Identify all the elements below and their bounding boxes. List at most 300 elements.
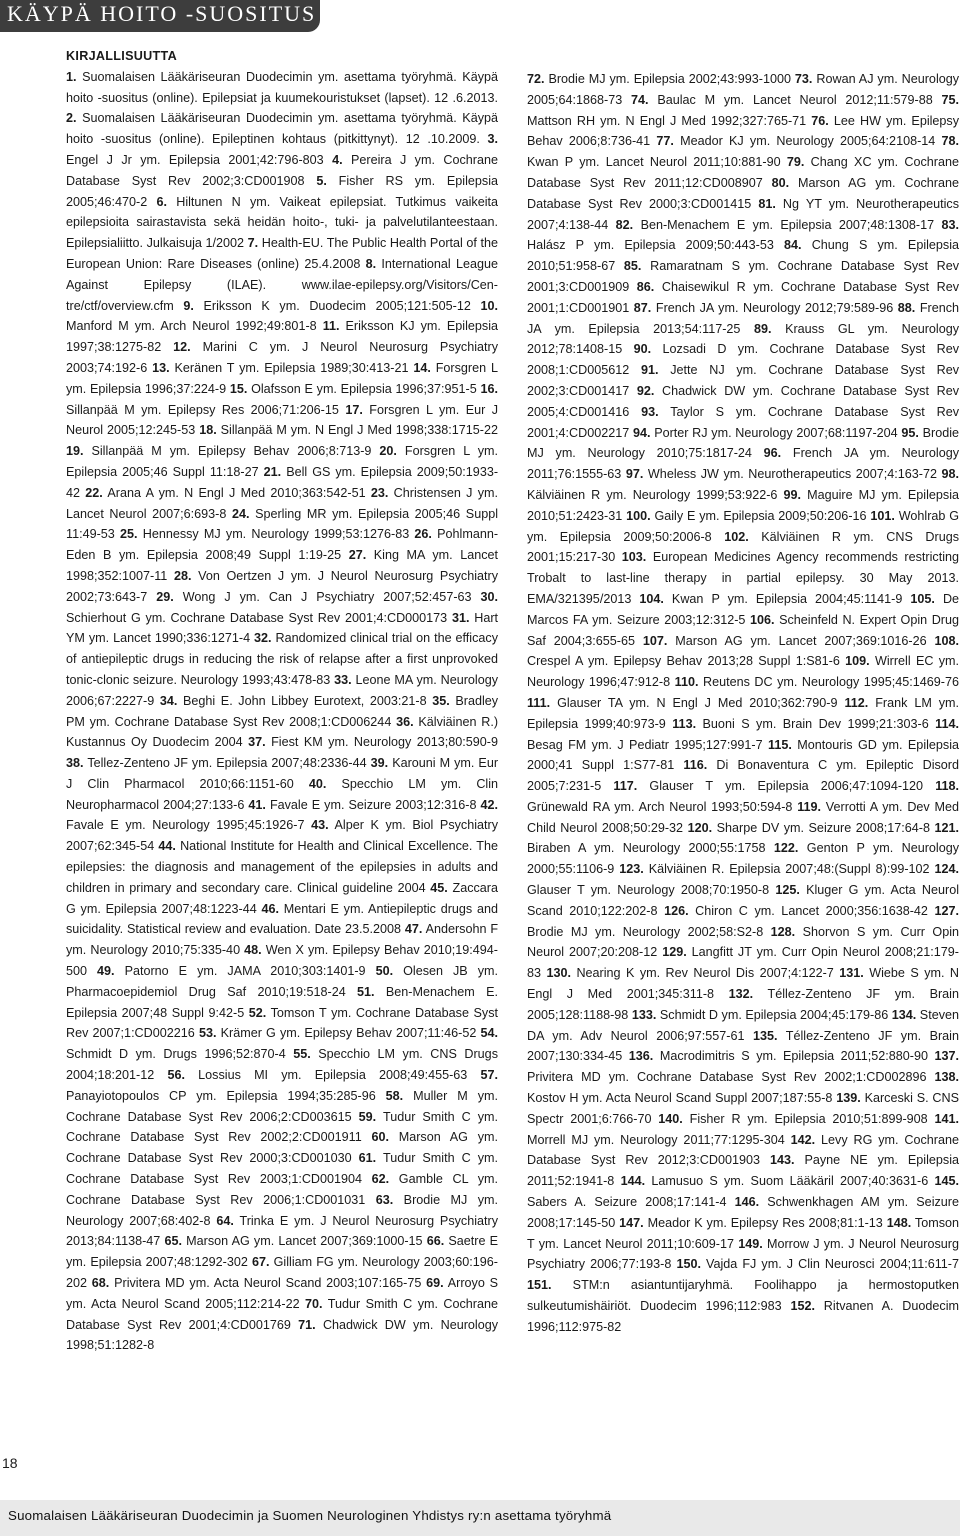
reference-number: 3.	[487, 132, 498, 147]
reference-text: Taylor S ym. Cochrane Database Syst Rev 2001;4:CD002217	[527, 404, 959, 440]
reference-text: Genton P ym. Neurology 2000;55:1106-9	[527, 841, 959, 877]
reference-text: Chadwick DW ym. Cochrane Database Syst Rev 2005;4:CD001416	[527, 383, 959, 419]
reference-number: 86.	[636, 279, 655, 294]
reference-text: Porter RJ ym. Neurology 2007;68:1197-204	[654, 425, 898, 440]
reference-text: Randomized clinical trial on the efficacy of antiepileptic drugs in reducing the risk of relapse after a first unprovoked tonic-clonic seizure. Neurology 1993;43:478-83	[66, 631, 498, 687]
reference-text: Téllez-Zenteno JF ym. Brain 2005;128:1188-98	[527, 987, 959, 1022]
reference-item	[633, 426, 898, 440]
reference-number: 94.	[632, 425, 651, 440]
reference-text: Olafsson E ym. Epilepsia 1996;37:951-5	[251, 381, 477, 396]
reference-text: Rowan AJ ym. Neurology 2005;64:1868-73	[527, 72, 959, 107]
reference-item	[643, 634, 927, 648]
reference-number: 104.	[639, 591, 664, 606]
reference-text: Gaily E ym. Epilepsia 2009;50:206-16	[654, 508, 867, 523]
reference-text: Steven DA ym. Adv Neurol 2006;97:557-61	[527, 1007, 959, 1043]
reference-text: Glauser T ym. Epilepsia 2006;47:1094-120	[649, 779, 924, 794]
reference-number: 60.	[371, 1130, 389, 1145]
left-reference-list	[66, 67, 498, 1356]
reference-text: Marson AG ym. Cochrane Database Syst Rev 2000;3:CD001415	[527, 175, 959, 211]
reference-text: Di Bonaventura C ym. Epileptic Disord 2005;7:231-5	[527, 758, 959, 794]
reference-item	[248, 798, 476, 812]
reference-number: 19.	[66, 444, 84, 459]
reference-text: Schwenkhagen AM ym. Seizure 2008;17:145-50	[527, 1195, 959, 1230]
reference-number: 31.	[451, 610, 470, 625]
reference-text: Specchio LM ym. Clin Neuropharmacol 2004;27:133-6	[66, 776, 498, 812]
reference-number: 139.	[836, 1091, 861, 1106]
reference-text: Crespel A ym. Epilepsy Behav 2013;28 Suppl 1:S81-6	[527, 654, 840, 669]
reference-number: 35.	[432, 693, 450, 708]
reference-number: 73.	[794, 72, 813, 86]
reference-text: Baulac M ym. Lancet Neurol 2012;11:579-88	[657, 92, 933, 107]
reference-number: 30.	[480, 589, 498, 604]
reference-text: Wohlrab G ym. Epilepsia 2009;50:2006-8	[527, 508, 959, 544]
reference-number: 122.	[773, 841, 799, 856]
reference-number: 8.	[365, 256, 377, 271]
reference-item	[672, 717, 928, 731]
reference-item	[676, 1257, 959, 1271]
reference-number: 108.	[934, 633, 959, 648]
reference-number: 102.	[724, 529, 749, 544]
reference-text: Favale E ym. Neurology 1995;45:1926-7	[66, 818, 305, 833]
reference-text: Forsgren L ym. Epilepsia 2005;46 Suppl 11:18-27	[66, 444, 498, 479]
reference-text: Health-EU. The Public Health Portal of the European Union: Rare Diseases (online) 25.4.2008	[66, 236, 498, 271]
reference-item	[631, 93, 933, 107]
reference-item	[230, 382, 477, 396]
reference-text: Verrotti A ym. Dev Med Child Neurol 2008;50:29-32	[527, 799, 959, 835]
reference-text: Schmidt D ym. Epilepsia 2004;45:179-86	[659, 1007, 889, 1022]
reference-text: Langfitt JT ym. Curr Opin Neurol 2008;21:179-83	[527, 945, 959, 981]
reference-text: Forsgren L ym. Eur J Neurol 2005;12:245-53	[66, 402, 498, 438]
reference-number: 97.	[625, 467, 644, 482]
reference-number: 127.	[934, 903, 959, 918]
reference-item	[656, 134, 935, 148]
reference-number: 54.	[480, 1026, 498, 1041]
reference-text: Tudur Smith C ym. Cochrane Database Syst Rev 2001;4:CD001769	[66, 1296, 498, 1332]
reference-number: 43.	[311, 818, 329, 833]
reference-text: Chaisewikul R ym. Cochrane Database Syst Rev 2001;1:CD001901	[527, 279, 959, 315]
reference-text: Buoni S ym. Brain Dev 1999;21:303-6	[702, 716, 929, 731]
reference-text: Arana A ym. N Engl J Med 2010;363:542-51	[107, 485, 366, 500]
reference-text: International League Against Epilepsy (ILAE). www.ilae-epilepsy.org/Visitors/Centre/ctf/overview.cfm	[66, 256, 498, 313]
reference-text: Lossius MI ym. Epilepsia 2008;49:455-63	[198, 1068, 468, 1083]
reference-number: 84.	[784, 238, 802, 253]
reference-number: 55.	[293, 1047, 311, 1062]
reference-number: 148.	[886, 1215, 912, 1230]
reference-text: Lamusuo S ym. Suom Lääkäril 2007;40:3631-6	[651, 1174, 929, 1189]
reference-text: Meador K ym. Epilepsy Res 2008;81:1-13	[647, 1215, 883, 1230]
reference-number: 103.	[621, 550, 647, 565]
reference-text: Frank LM ym. Epilepsia 1999;40:973-9	[527, 695, 959, 731]
reference-number: 12.	[173, 340, 191, 355]
reference-number: 59.	[358, 1109, 377, 1124]
reference-text: Sillanpää M ym. Epilepsy Res 2006;71:206-15	[66, 402, 339, 417]
reference-number: 24.	[231, 506, 250, 521]
reference-text: Christensen J ym. Lancet Neurol 2007;6:693-8	[66, 485, 498, 521]
right-reference-list	[527, 69, 959, 1338]
reference-number: 4.	[332, 152, 343, 167]
reference-number: 145.	[934, 1174, 959, 1189]
reference-text: Pohlmann-Eden B ym. Epilepsia 2008;49 Suppl 1:19-25	[66, 527, 498, 563]
reference-number: 146.	[734, 1195, 760, 1210]
reference-number: 121.	[934, 820, 959, 835]
reference-number: 141.	[934, 1111, 959, 1126]
reference-text: King MA ym. Lancet 1998;352:1007-11	[66, 548, 498, 583]
reference-number: 109.	[845, 654, 870, 669]
reference-number: 129.	[662, 945, 687, 960]
reference-text: Gamble CL ym. Cochrane Database Syst Rev 2006;1:CD001031	[66, 1172, 498, 1207]
reference-text: Kälviäinen R ym. Neurology 1999;53:922-6	[527, 487, 778, 502]
right-column	[527, 69, 959, 1486]
reference-text: Lee HW ym. Epilepsy Behav 2006;8:736-41	[527, 113, 959, 149]
reference-number: 1.	[66, 69, 77, 84]
reference-text: Beghi E. John Libbey Eurotext, 2003:21-8	[182, 693, 427, 708]
reference-number: 149.	[738, 1236, 763, 1251]
reference-number: 23.	[370, 485, 389, 500]
reference-number: 45.	[430, 880, 448, 895]
reference-number: 150.	[676, 1257, 701, 1272]
reference-text: Andersohn F ym. Neurology 2010;75:335-40	[66, 922, 498, 958]
reference-text: Leone MA ym. Neurology 2006;67:2227-9	[66, 672, 498, 708]
reference-number: 57.	[480, 1068, 498, 1083]
reference-number: 79.	[786, 155, 805, 170]
reference-number: 134.	[891, 1007, 917, 1022]
reference-number: 33.	[334, 672, 352, 687]
reference-number: 68.	[91, 1276, 110, 1291]
reference-item	[164, 1234, 422, 1248]
reference-text: Von Oertzen J ym. J Neurol Neurosurg Psychiatry 2002;73:643-7	[66, 568, 498, 604]
reference-number: 2.	[66, 111, 77, 126]
reference-number: 105.	[910, 591, 935, 606]
reference-item	[634, 301, 893, 315]
reference-text: Halász P ym. Epilepsia 2009;50:443-53	[527, 238, 774, 253]
reference-text: Hennessy MJ ym. Neurology 1999;53:1276-83	[142, 527, 410, 542]
reference-number: 77.	[656, 134, 674, 149]
reference-text: Sillanpää M ym. N Engl J Med 1998;338:1715-22	[220, 423, 498, 438]
reference-number: 130.	[546, 966, 571, 981]
reference-text: Brodie MJ ym. Neurology 2002;58:S2-8	[527, 924, 764, 939]
reference-text: Fisher RS ym. Epilepsia 2005;46:470-2	[66, 173, 498, 209]
reference-text: Tomson T ym. Cochrane Database Syst Rev 2007;1:CD002216	[66, 1005, 498, 1041]
reference-text: Privitera MD ym. Acta Neurol Scand 2003;107:165-75	[114, 1276, 422, 1291]
reference-number: 74.	[631, 92, 649, 107]
reference-text: Nearing K ym. Rev Neurol Dis 2007;4:122-7	[576, 966, 834, 981]
reference-number: 11.	[322, 319, 340, 334]
reference-number: 37.	[248, 735, 266, 750]
reference-number: 112.	[844, 695, 869, 710]
reference-number: 27.	[348, 548, 367, 563]
reference-text: Wheless JW ym. Neurotherapeutics 2007;4:163-72	[647, 467, 937, 482]
reference-number: 75.	[941, 92, 959, 107]
reference-text: Shorvon S ym. Curr Opin Neurol 2007;20:208-12	[527, 924, 959, 960]
reference-text: STM:n asiantuntijaryhmä. Foolihappo ja hermostoputken sulkeutumishäiriöt. Duodecim 1996;112:983	[527, 1278, 959, 1314]
reference-item	[616, 218, 934, 232]
reference-item	[675, 675, 959, 689]
reference-number: 36.	[396, 714, 414, 729]
reference-text: Privitera MD ym. Cochrane Database Syst Rev 2002;1:CD002896	[527, 1070, 927, 1085]
page-footer	[0, 1500, 960, 1536]
reference-item	[66, 111, 498, 146]
reference-text: Fisher R ym. Epilepsia 2010;51:899-908	[689, 1111, 928, 1126]
reference-item	[167, 1068, 467, 1082]
reference-number: 72.	[527, 72, 545, 86]
reference-text: Alper K ym. Biol Psychiatry 2007;62:345-54	[66, 818, 498, 854]
reference-number: 66.	[426, 1234, 445, 1249]
reference-number: 117.	[613, 779, 638, 794]
reference-item	[626, 509, 866, 523]
reference-number: 123.	[619, 862, 644, 877]
reference-text: Fiest KM ym. Neurology 2013;80:590-9	[271, 735, 498, 750]
reference-text: Suomalaisen Lääkäriseuran Duodecimin ym. asettama työryhmä. Käypä hoito -suositus (online). Epilepsiat ja kuumekouristukset (lapset). 12 .6.2013.	[66, 69, 498, 105]
reference-text: Mentari E ym. Antiepileptic drugs and suicidality. Statistical review and evaluation. Date 23.5.2008	[66, 901, 498, 937]
reference-number: 15.	[229, 381, 248, 396]
reference-number: 96.	[763, 446, 782, 461]
reference-number: 20.	[379, 444, 397, 459]
reference-text: Krauss GL ym. Neurology 2012;78:1408-15	[527, 321, 959, 357]
reference-text: National Institute for Health and Clinical Excellence. The epilepsies: the diagnosis and management of the epilepsies in adults and children in primary and secondary care. Clinical guideline 2004	[66, 839, 498, 895]
reference-text: Marson AG ym. Lancet 2007;369:1000-15	[186, 1234, 423, 1249]
reference-item	[664, 904, 928, 918]
reference-number: 50.	[375, 964, 394, 979]
reference-number: 114.	[935, 716, 959, 731]
reference-text: Schmidt D ym. Drugs 1996;52:870-4	[66, 1047, 286, 1062]
reference-text: Macrodimitris S ym. Epilepsia 2011;52:880-90	[659, 1049, 928, 1064]
reference-text: Ramaratnam S ym. Cochrane Database Syst Rev 2001;3:CD001909	[527, 259, 959, 294]
reference-number: 39.	[370, 756, 389, 771]
reference-text: Engel J Jr ym. Epilepsia 2001;42:796-803	[66, 152, 324, 167]
reference-item	[626, 467, 937, 481]
reference-text: Chung S ym. Epilepsia 2010;51:958-67	[527, 238, 959, 274]
reference-text: Tomson T ym. Lancet Neurol 2011;10:609-17	[527, 1215, 959, 1251]
reference-number: 10.	[480, 298, 498, 313]
reference-text: Keränen T ym. Epilepsia 1989;30:413-21	[174, 360, 409, 375]
reference-text: Kluger G ym. Acta Neurol Scand 2010;122:202-8	[527, 883, 959, 918]
reference-number: 67.	[252, 1255, 270, 1270]
reference-text: Brodie MJ ym. Neurology 2010;75:1817-24	[527, 425, 959, 461]
reference-text: Mattson RH ym. N Engl J Med 1992;327:765-71	[527, 113, 807, 128]
reference-text: Wiebe S ym. N Engl J Med 2001;345:311-8	[527, 966, 959, 1002]
reference-number: 5.	[316, 173, 327, 188]
reference-number: 22.	[85, 485, 103, 500]
reference-number: 119.	[797, 799, 822, 814]
reference-number: 87.	[633, 300, 652, 315]
reference-text: Marini C ym. J Neurol Neurosurg Psychiatry 2003;74:192-6	[66, 340, 498, 375]
reference-text: Wen X ym. Epilepsy Behav 2010;19:494-500	[66, 943, 498, 979]
reference-text: Vajda FJ ym. J Clin Neurosci 2004;11:611-7	[706, 1257, 959, 1272]
reference-text: European Medicines Agency recommends restricting Trobalt to last-line therapy in partial epilepsy. 30 May 2013. EMA/321395/2013	[527, 550, 959, 606]
reference-number: 138.	[934, 1070, 959, 1085]
reference-text: Téllez-Zenteno JF ym. Brain 2007;130:334-45	[527, 1028, 959, 1064]
reference-number: 106.	[750, 612, 775, 627]
reference-text: Favale E ym. Seizure 2003;12:316-8	[269, 797, 477, 812]
reference-number: 76.	[811, 113, 829, 128]
reference-text: Brodie MJ ym. Epilepsia 2002;43:993-1000	[548, 72, 791, 86]
reference-item	[613, 779, 923, 793]
reference-number: 25.	[120, 527, 138, 542]
reference-number: 99.	[783, 487, 802, 502]
reference-number: 53.	[198, 1026, 217, 1041]
page-header	[0, 0, 320, 32]
reference-number: 85.	[623, 259, 642, 274]
reference-item	[97, 964, 366, 978]
reference-number: 38.	[66, 756, 84, 771]
reference-number: 147.	[619, 1215, 644, 1230]
reference-number: 120.	[687, 820, 713, 835]
reference-number: 78.	[941, 134, 959, 149]
reference-item	[66, 70, 498, 105]
reference-number: 131.	[839, 966, 864, 981]
reference-text: Kwan P ym. Lancet Neurol 2011;10:881-90	[527, 155, 781, 170]
reference-item	[66, 756, 367, 770]
reference-number: 107.	[642, 633, 668, 648]
reference-item	[183, 299, 470, 313]
reference-text: Kälviäinen R.) Kustannus Oy Duodecim 2004	[66, 714, 498, 750]
reference-number: 136.	[628, 1049, 654, 1064]
reference-number: 115.	[768, 737, 792, 752]
reference-number: 28.	[173, 568, 192, 583]
reference-text: Tellez-Zenteno JF ym. Epilepsia 2007;48:2336-44	[87, 756, 367, 771]
reference-text: Brodie MJ ym. Neurology 2007;68:402-8	[66, 1192, 498, 1228]
reference-text: Meador KJ ym. Neurology 2005;64:2108-14	[680, 134, 936, 149]
reference-text: Tudur Smith C ym. Cochrane Database Syst Rev 2002;2:CD001911	[66, 1109, 498, 1145]
reference-text: Forsgren L ym. Epilepsia 1996;37:224-9	[66, 360, 498, 396]
reference-number: 118.	[935, 779, 959, 794]
reference-text: Morrell MJ ym. Neurology 2011;77:1295-304	[527, 1132, 785, 1147]
reference-item	[632, 1008, 888, 1022]
reference-item	[85, 486, 365, 500]
reference-text: Montouris GD ym. Epilepsia 2000;41 Suppl 1:S77-81	[527, 737, 959, 773]
reference-number: 44.	[158, 839, 176, 854]
reference-text: Trinka E ym. J Neurol Neurosurg Psychiatry 2013;84:1138-47	[66, 1213, 498, 1249]
reference-item	[621, 1174, 929, 1188]
reference-text: Sharpe DV ym. Seizure 2008;17:64-8	[716, 820, 930, 835]
reference-text: Marson AG ym. Lancet 2007;369:1016-26	[675, 633, 927, 648]
page-number: 18	[2, 1455, 18, 1471]
reference-number: 63.	[375, 1192, 394, 1207]
reference-text: Panayiotopoulos CP ym. Epilepsia 1994;35:285-96	[66, 1088, 376, 1103]
reference-number: 9.	[183, 298, 194, 313]
reference-number: 93.	[641, 404, 659, 419]
reference-text: Sperling MR ym. Epilepsia 2005;46 Suppl 11:49-53	[66, 506, 498, 542]
reference-text: De Marcos FA ym. Seizure 2003;12:312-5	[527, 591, 959, 627]
reference-text: Tudur Smith C ym. Cochrane Database Syst Rev 2003;1:CD001904	[66, 1151, 498, 1187]
reference-text: Biraben A ym. Neurology 2000;55:1758	[527, 841, 766, 856]
reference-text: Kostov H ym. Acta Neurol Scand Suppl 2007;187:55-8	[527, 1091, 833, 1106]
reference-number: 124.	[934, 862, 959, 877]
reference-text: Karouni M ym. Eur J Clin Pharmacol 2010;66:1151-60	[66, 756, 498, 791]
reference-text: Eriksson KJ ym. Epilepsia 1997;38:1275-82	[66, 319, 498, 355]
reference-number: 142.	[790, 1132, 816, 1147]
reference-text: Chadwick DW ym. Neurology 1998;51:1282-8	[66, 1317, 498, 1353]
reference-number: 71.	[298, 1317, 316, 1332]
reference-number: 100.	[626, 508, 651, 523]
reference-number: 58.	[385, 1088, 404, 1103]
section-title: KIRJALLISUUTTA	[66, 49, 178, 63]
reference-number: 70.	[305, 1296, 323, 1311]
reference-number: 6.	[156, 194, 167, 209]
reference-number: 132.	[728, 987, 754, 1002]
reference-number: 144.	[620, 1174, 646, 1189]
reference-item	[66, 444, 371, 458]
reference-text: Manford M ym. Arch Neurol 1992;49:801-8	[66, 319, 317, 334]
reference-text: Bradley PM ym. Cochrane Database Syst Rev 2008;1:CD006244	[66, 693, 498, 729]
reference-number: 95.	[901, 425, 919, 440]
reference-number: 113.	[672, 716, 697, 731]
reference-number: 137.	[934, 1049, 959, 1064]
reference-number: 41.	[248, 797, 266, 812]
reference-text: Ben-Menachem E ym. Epilepsia 2007;48:1308-17	[640, 217, 935, 232]
reference-number: 51.	[357, 984, 375, 999]
reference-item	[199, 1026, 476, 1040]
reference-number: 13.	[152, 360, 170, 375]
reference-text: Arroyo S ym. Acta Neurol Scand 2005;112:214-22	[66, 1276, 498, 1311]
reference-number: 101.	[870, 508, 895, 523]
reference-text: Scheinfeld N. Expert Opin Drug Saf 2004;3:655-65	[527, 612, 959, 648]
reference-item	[619, 1216, 883, 1230]
reference-number: 133.	[631, 1007, 657, 1022]
reference-text: Morrow J ym. J Neurol Neurosurg Psychiatry 2006;77:193-8	[527, 1236, 959, 1272]
reference-number: 81.	[758, 196, 776, 211]
reference-item	[619, 862, 929, 876]
reference-text: Besag FM ym. J Pediatr 1995;127:991-7	[527, 737, 763, 752]
reference-item	[688, 821, 930, 835]
reference-text: Lozsadi D ym. Cochrane Database Syst Rev 2008;1:CD005612	[527, 342, 959, 378]
reference-text: Eriksson K ym. Duodecim 2005;121:505-12	[203, 298, 471, 313]
reference-text: Patorno E ym. JAMA 2010;303:1401-9	[124, 964, 366, 979]
reference-text: Sabers A. Seizure 2008;17:141-4	[527, 1195, 727, 1210]
reference-text: Hiltunen N ym. Vaikeat epilepsiat. Tutkimus vaikeita epilepsioita sairastavista sekä heidän hoito-, tuki- ja palvelutilanteestaan. Epilepsialiitto. Julkaisuja 1/2002	[66, 194, 498, 251]
reference-text: Jette NJ ym. Cochrane Database Syst Rev 2002;3:CD001417	[527, 363, 959, 398]
reference-number: 91.	[640, 363, 659, 378]
left-column	[66, 46, 498, 1486]
reference-text: Karceski S. CNS Spectr 2001;6:766-70	[527, 1091, 959, 1126]
reference-number: 42.	[480, 797, 498, 812]
reference-text: French JA ym. Neurology 2011;76:1555-63	[527, 446, 959, 482]
reference-number: 18.	[199, 423, 217, 438]
reference-text: Ritvanen A. Duodecim 1996;112:975-82	[527, 1299, 959, 1334]
reference-number: 69.	[426, 1276, 444, 1291]
reference-number: 65.	[164, 1234, 182, 1249]
reference-item	[156, 590, 471, 604]
reference-number: 152.	[790, 1299, 815, 1314]
reference-item	[120, 527, 409, 541]
reference-number: 40.	[308, 776, 327, 791]
reference-item	[546, 966, 833, 980]
reference-number: 90.	[633, 342, 652, 357]
reference-text: Glauser T ym. Neurology 2008;70:1950-8	[527, 883, 770, 898]
reference-text: Gilliam FG ym. Neurology 2003;60:196-202	[66, 1255, 498, 1291]
reference-number: 62.	[371, 1172, 390, 1187]
footer-text: Suomalaisen Lääkäriseuran Duodecimin ja Suomen Neurologinen Yhdistys ry:n asettama työryhmä	[8, 1508, 612, 1523]
reference-number: 88.	[897, 300, 916, 315]
reference-number: 49.	[97, 964, 115, 979]
reference-item	[199, 423, 498, 437]
reference-number: 16.	[480, 381, 498, 396]
reference-item	[639, 592, 902, 606]
reference-item	[92, 1276, 422, 1290]
reference-text: Specchio LM ym. CNS Drugs 2004;18:201-12	[66, 1047, 498, 1083]
reference-number: 52.	[248, 1005, 267, 1020]
reference-number: 26.	[414, 527, 432, 542]
reference-text: Ng YT ym. Neurotherapeutics 2007;4:138-44	[527, 196, 959, 232]
reference-item	[527, 696, 838, 710]
reference-text: Chiron C ym. Lancet 2000;356:1638-42	[695, 903, 928, 918]
reference-number: 21.	[263, 464, 282, 479]
reference-text: French JA ym. Epilepsia 2013;54:117-25	[527, 300, 959, 336]
reference-item	[152, 361, 408, 375]
reference-number: 14.	[413, 360, 431, 375]
reference-number: 151.	[527, 1278, 552, 1293]
reference-number: 82.	[615, 217, 634, 232]
